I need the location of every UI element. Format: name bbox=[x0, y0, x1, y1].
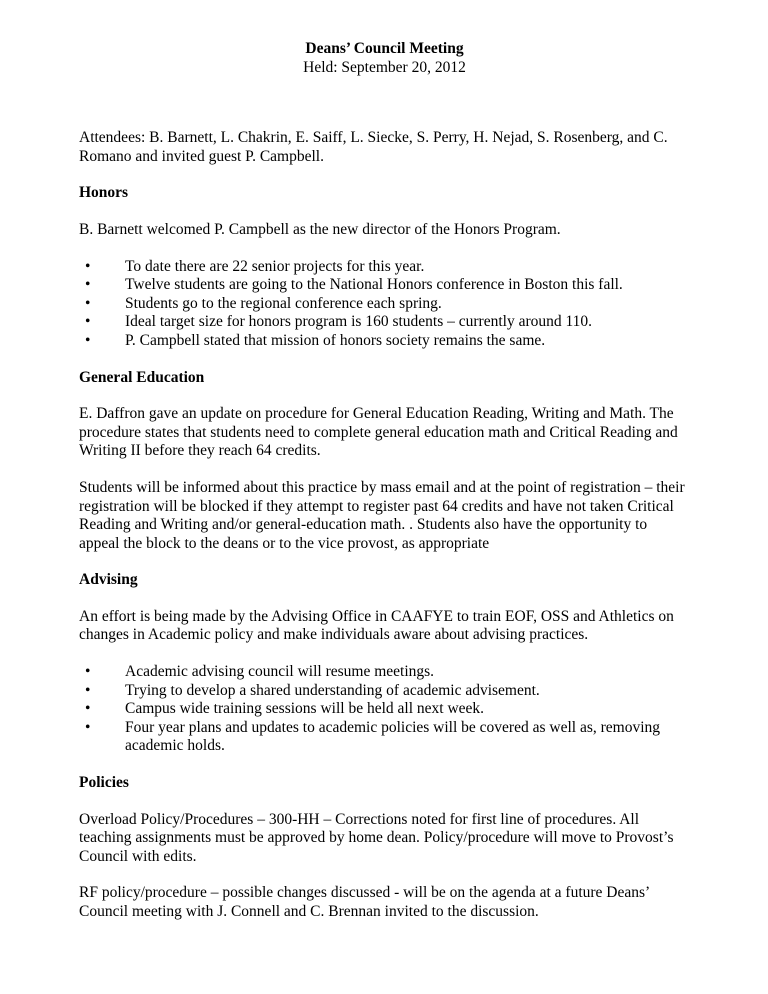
bullet-icon: • bbox=[85, 313, 91, 331]
list-item: • Ideal target size for honors program is 160 students – currently around 110. bbox=[85, 313, 593, 331]
section-heading-general-education: General Education bbox=[79, 368, 205, 386]
section-heading-advising: Advising bbox=[79, 571, 138, 589]
list-item: • Campus wide training sessions will be held all next week. bbox=[85, 700, 485, 718]
attendees-paragraph: Attendees: B. Barnett, L. Chakrin, E. Saiff, L. Siecke, S. Perry, H. Nejad, S. Rosenberg, and C. Romano and invited guest P. Campbell. bbox=[79, 129, 668, 165]
list-item: • Twelve students are going to the National Honors conference in Boston this fall. bbox=[85, 276, 623, 294]
honors-bullet-list bbox=[79, 258, 690, 351]
general-education-paragraph-1: E. Daffron gave an update on procedure for General Education Reading, Writing and Math. The procedure states that students need to complete general education math and Critical Reading and Writing II before they reach 64 credits. bbox=[79, 405, 678, 460]
advising-intro: An effort is being made by the Advising Office in CAAFYE to train EOF, OSS and Athletics on changes in Academic policy and make individuals aware about advising practices. bbox=[79, 607, 674, 644]
bullet-icon: • bbox=[85, 663, 91, 681]
list-item: • Four year plans and updates to academic policies will be covered as well as, removing academic holds. bbox=[85, 718, 661, 755]
bullet-icon: • bbox=[85, 718, 91, 736]
list-item: • To date there are 22 senior projects for this year. bbox=[85, 257, 425, 275]
bullet-icon: • bbox=[85, 700, 91, 718]
list-item: • Students go to the regional conference each spring. bbox=[85, 294, 442, 312]
bullet-icon: • bbox=[85, 257, 91, 275]
honors-intro: B. Barnett welcomed P. Campbell as the new director of the Honors Program. bbox=[79, 220, 561, 238]
bullet-icon: • bbox=[85, 331, 91, 349]
document-title: Deans’ Council Meeting bbox=[305, 40, 464, 57]
advising-bullet-list bbox=[79, 663, 690, 756]
bullet-icon: • bbox=[85, 276, 91, 294]
bullet-icon: • bbox=[85, 681, 91, 699]
section-heading-honors: Honors bbox=[79, 184, 129, 202]
list-item: • Trying to develop a shared understanding of academic advisement. bbox=[85, 681, 540, 699]
policies-paragraph-2: RF policy/procedure – possible changes discussed - will be on the agenda at a future Deans’ Council meeting with J. Connell and C. Brennan invited to the discussion. bbox=[79, 884, 650, 920]
meeting-date: Held: September 20, 2012 bbox=[303, 58, 466, 76]
section-heading-policies: Policies bbox=[79, 774, 129, 792]
list-item: • P. Campbell stated that mission of honors society remains the same. bbox=[85, 331, 546, 349]
policies-paragraph-1: Overload Policy/Procedures – 300-HH – Corrections noted for first line of procedures. All teaching assignments must be approved by home dean. Policy/procedure will move to Provost’s Council with edits. bbox=[79, 810, 674, 865]
bullet-icon: • bbox=[85, 294, 91, 312]
general-education-paragraph-2: Students will be informed about this practice by mass email and at the point of registration – their registration will be blocked if they attempt to register past 64 credits and have not taken Critical Reading and Writing and/or general-education math. . Students also have the opportunity to appeal the block to the deans or to the vice provost, as appropriate bbox=[79, 478, 685, 552]
list-item: • Academic advising council will resume meetings. bbox=[85, 663, 435, 681]
